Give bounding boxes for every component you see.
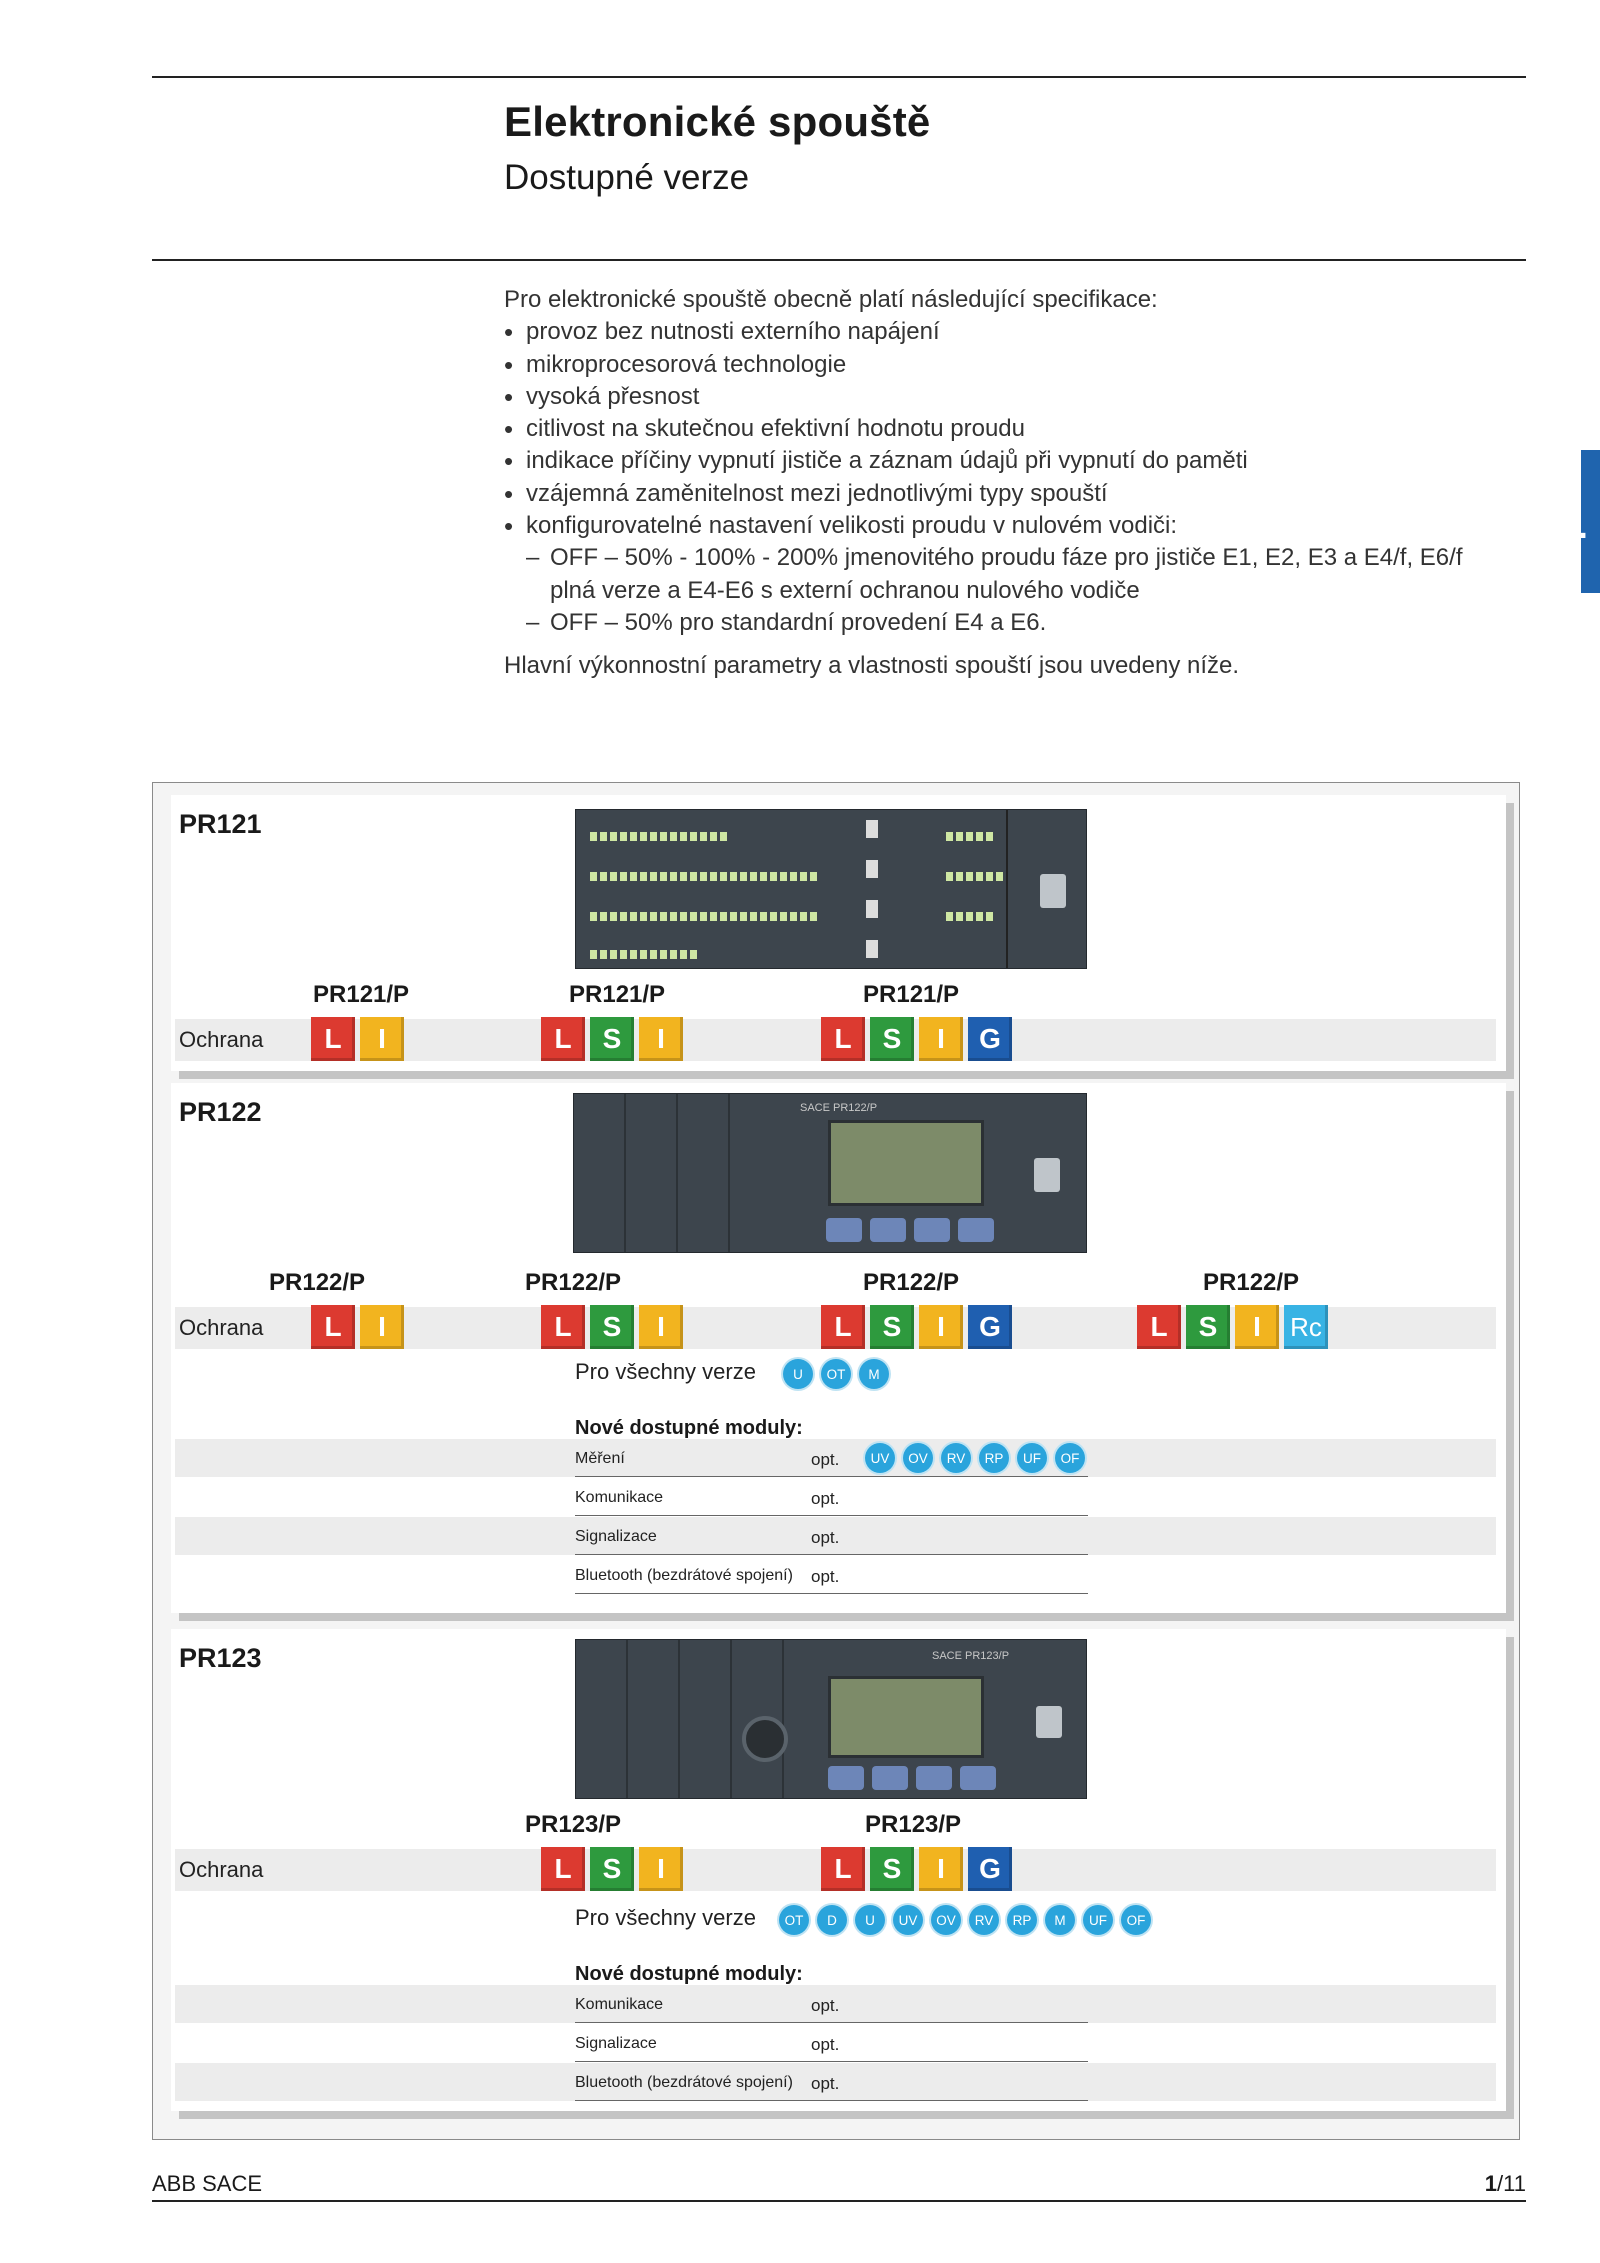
- protection-badges: [821, 1305, 1012, 1349]
- module-row: [575, 2063, 1088, 2101]
- version-label: PR121/P: [863, 981, 960, 1008]
- header-rule: [152, 259, 1526, 261]
- protection-badge-s: S: [1186, 1305, 1230, 1349]
- function-circle: M: [859, 1359, 889, 1389]
- device-label: SACE PR123/P: [932, 1650, 1010, 1662]
- page-subtitle: Dostupné verze: [504, 158, 750, 197]
- function-circle: RV: [941, 1443, 971, 1473]
- version-label: PR122/P: [525, 1269, 622, 1296]
- all-versions-functions: [779, 1905, 1151, 1935]
- protection-badges: [311, 1305, 404, 1349]
- function-circle: UV: [865, 1443, 895, 1473]
- function-circle: OT: [779, 1905, 809, 1935]
- protection-badge-i: I: [360, 1305, 404, 1349]
- pr122-device-image: [573, 1093, 1087, 1253]
- protection-badge-i: I: [919, 1017, 963, 1061]
- module-name: Měření: [575, 1450, 625, 1467]
- module-opt: opt.: [811, 1450, 840, 1469]
- module-opt: opt.: [811, 1528, 840, 1547]
- footer-rule: [152, 2200, 1526, 2202]
- module-name: Bluetooth (bezdrátové spojení): [575, 1567, 793, 1584]
- intro-text: [504, 284, 1504, 639]
- intro-dash-continuation: plná verze a E4-E6 s externí ochranou nulového vodiče: [550, 576, 1140, 604]
- panel-title: PR122: [179, 1097, 262, 1127]
- module-row: [575, 2024, 1088, 2062]
- module-opt: opt.: [811, 1567, 840, 1586]
- protection-badge-s: S: [870, 1847, 914, 1891]
- device-label: SACE PR122/P: [800, 1102, 878, 1114]
- all-versions-functions: [783, 1359, 889, 1389]
- protection-badges: [821, 1017, 1012, 1061]
- protection-badges: [821, 1847, 1012, 1891]
- pr121-device-image: [575, 809, 1087, 969]
- pr123-device-image: [575, 1639, 1087, 1799]
- protection-badge-s: S: [590, 1017, 634, 1061]
- function-circle: OF: [1121, 1905, 1151, 1935]
- intro-bullet: • citlivost na skutečnou efektivní hodnotu proudu: [504, 413, 1504, 445]
- panel-pr122: [171, 1083, 1506, 1613]
- version-label: PR121/P: [313, 981, 410, 1008]
- function-circle: U: [783, 1359, 813, 1389]
- panel-title: PR123: [179, 1643, 262, 1673]
- version-label: PR123/P: [525, 1811, 622, 1838]
- intro-summary: Hlavní výkonnostní parametry a vlastnosti spouští jsou uvedeny níže.: [504, 652, 1240, 679]
- intro-dash: – OFF – 50% pro standardní provedení E4 a E6.: [504, 607, 1504, 639]
- intro-bullet: • provoz bez nutnosti externího napájení: [504, 316, 1504, 348]
- module-row: [575, 1985, 1088, 2023]
- module-name: Signalizace: [575, 2035, 657, 2052]
- protection-badge-i: I: [919, 1305, 963, 1349]
- all-versions-label: Pro všechny verze: [575, 1359, 756, 1384]
- version-label: PR123/P: [865, 1811, 962, 1838]
- protection-badge-g: G: [968, 1305, 1012, 1349]
- module-row: [575, 1517, 1088, 1555]
- protection-badges: [541, 1847, 683, 1891]
- function-circle: RP: [979, 1443, 1009, 1473]
- protection-badge-l: L: [541, 1017, 585, 1061]
- function-circle: OF: [1055, 1443, 1085, 1473]
- function-circle: M: [1045, 1905, 1075, 1935]
- function-circle: RV: [969, 1905, 999, 1935]
- protection-badge-l: L: [1137, 1305, 1181, 1349]
- protection-badge-i: I: [919, 1847, 963, 1891]
- protection-badges: [311, 1017, 404, 1061]
- protection-badge-g: G: [968, 1847, 1012, 1891]
- protection-badge-i: I: [639, 1017, 683, 1061]
- protection-badges: [541, 1305, 683, 1349]
- protection-badge-s: S: [590, 1305, 634, 1349]
- panel-pr123: [171, 1629, 1506, 2111]
- protection-label: Ochrana: [179, 1857, 264, 1882]
- module-name: Signalizace: [575, 1528, 657, 1545]
- top-rule: [152, 76, 1526, 78]
- protection-badge-i: I: [360, 1017, 404, 1061]
- function-circle: U: [855, 1905, 885, 1935]
- protection-badge-l: L: [821, 1305, 865, 1349]
- trip-units-table: [152, 782, 1520, 2140]
- protection-badge-l: L: [311, 1305, 355, 1349]
- protection-badge-i: I: [639, 1305, 683, 1349]
- module-opt: opt.: [811, 2035, 840, 2054]
- function-circle: UF: [1017, 1443, 1047, 1473]
- module-name: Komunikace: [575, 1996, 664, 2013]
- protection-badge-s: S: [590, 1847, 634, 1891]
- protection-label: Ochrana: [179, 1027, 264, 1052]
- all-versions-label: Pro všechny verze: [575, 1905, 756, 1930]
- function-circle: UF: [1083, 1905, 1113, 1935]
- protection-badge-s: S: [870, 1305, 914, 1349]
- protection-badge-l: L: [821, 1847, 865, 1891]
- function-circle: OV: [903, 1443, 933, 1473]
- protection-badge-i: I: [1235, 1305, 1279, 1349]
- module-row: [575, 1478, 1088, 1516]
- intro-bullet: • indikace příčiny vypnutí jističe a záznam údajů při vypnutí do paměti: [504, 445, 1504, 477]
- intro-bullet: • vzájemná zaměnitelnost mezi jednotlivými typy spouští: [504, 478, 1504, 510]
- intro-bullet: • vysoká přesnost: [504, 381, 1504, 413]
- protection-badge-l: L: [541, 1847, 585, 1891]
- module-opt: opt.: [811, 2074, 840, 2093]
- panel-pr121: [171, 795, 1506, 1071]
- protection-badge-i: I: [639, 1847, 683, 1891]
- module-opt: opt.: [811, 1996, 840, 2015]
- protection-badge-g: G: [968, 1017, 1012, 1061]
- protection-badge-rc: Rc: [1284, 1305, 1328, 1349]
- protection-badges: [541, 1017, 683, 1061]
- module-row: [575, 1556, 1088, 1594]
- module-name: Bluetooth (bezdrátové spojení): [575, 2074, 793, 2091]
- new-modules-heading: Nové dostupné moduly:: [575, 1417, 803, 1439]
- version-label: PR122/P: [863, 1269, 960, 1296]
- intro-dash: – OFF – 50% - 100% - 200% jmenovitého proudu fáze pro jističe E1, E2, E3 a E4/f, E6/f: [504, 542, 1504, 574]
- module-opt: opt.: [811, 1489, 840, 1508]
- chapter-tab[interactable]: 1: [1581, 450, 1600, 593]
- protection-badge-s: S: [870, 1017, 914, 1061]
- function-circle: D: [817, 1905, 847, 1935]
- function-circle: UV: [893, 1905, 923, 1935]
- protection-badge-l: L: [821, 1017, 865, 1061]
- protection-badge-l: L: [311, 1017, 355, 1061]
- panel-title: PR121: [179, 809, 262, 839]
- function-circle: OT: [821, 1359, 851, 1389]
- page-title: Elektronické spouště: [504, 98, 931, 145]
- intro-bullet: • konfigurovatelné nastavení velikosti proudu v nulovém vodiči:: [504, 510, 1504, 542]
- protection-badge-l: L: [541, 1305, 585, 1349]
- new-modules-heading: Nové dostupné moduly:: [575, 1963, 803, 1985]
- footer-brand: ABB SACE: [152, 2171, 263, 2196]
- protection-label: Ochrana: [179, 1315, 264, 1340]
- protection-badges: [1137, 1305, 1328, 1349]
- intro-bullet: • mikroprocesorová technologie: [504, 349, 1504, 381]
- function-circle: RP: [1007, 1905, 1037, 1935]
- module-name: Komunikace: [575, 1489, 664, 1506]
- version-label: PR121/P: [569, 981, 666, 1008]
- version-label: PR122/P: [1203, 1269, 1300, 1296]
- intro-lead: Pro elektronické spouště obecně platí následující specifikace:: [504, 286, 1158, 313]
- module-functions: [865, 1443, 1085, 1473]
- page-number: 1/11: [1484, 2171, 1526, 2196]
- function-circle: OV: [931, 1905, 961, 1935]
- version-label: PR122/P: [269, 1269, 366, 1296]
